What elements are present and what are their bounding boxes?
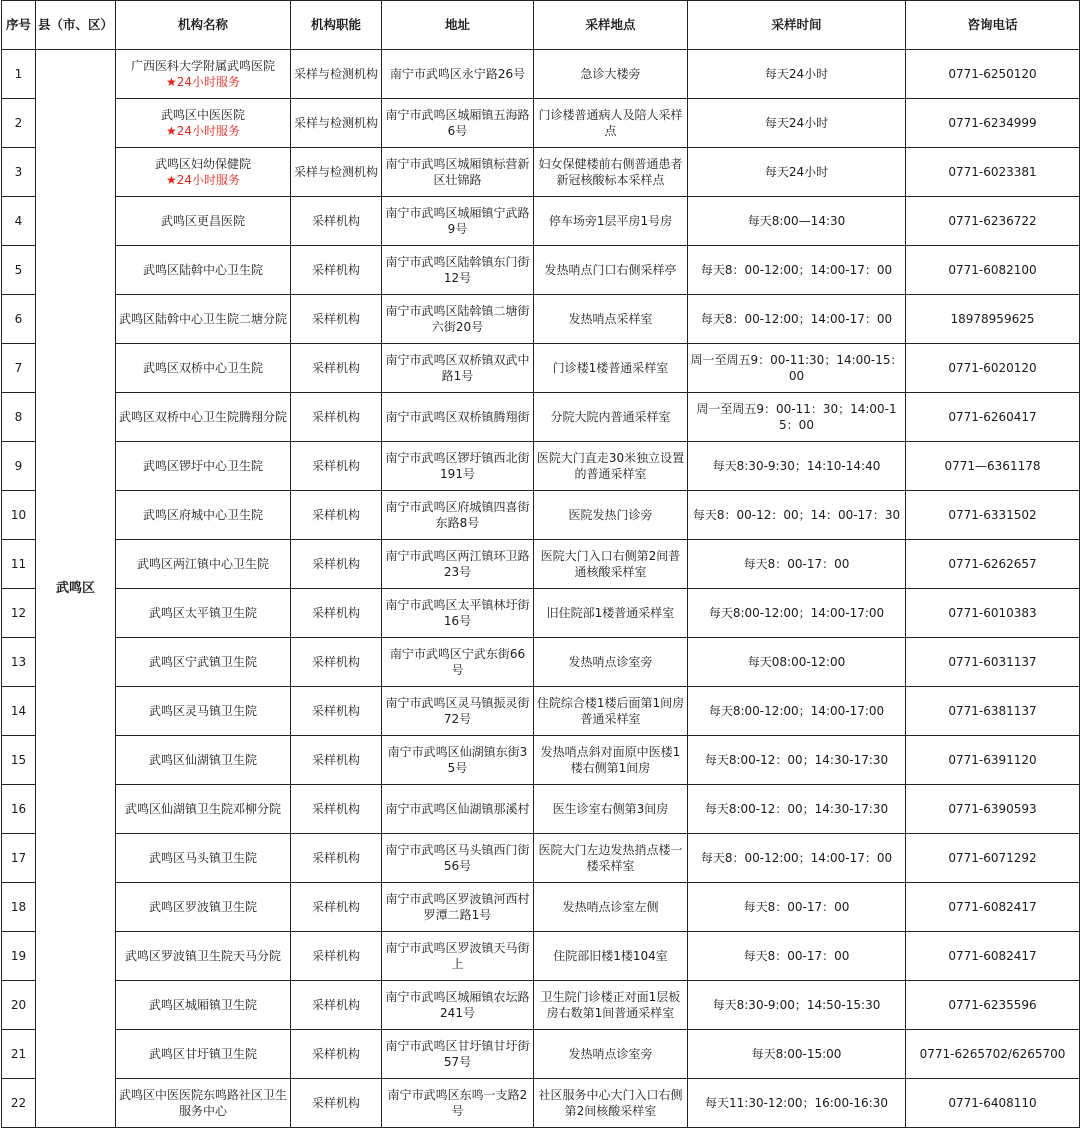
sampling-site: 医院大门入口右侧第2间普通核酸采样室 (534, 540, 688, 589)
phone-number: 0771-6331502 (906, 491, 1080, 540)
sampling-time: 每天8:30-9:00；14:50-15:30 (688, 981, 906, 1030)
sampling-time: 每天8：00-17：00 (688, 883, 906, 932)
address: 南宁市武鸣区仙湖镇那溪村 (382, 785, 534, 834)
institution-role: 采样与检测机构 (291, 99, 382, 148)
sampling-site: 旧住院部1楼普通采样室 (534, 589, 688, 638)
table-row (2, 442, 1080, 491)
sampling-time: 每天8：00-12:00；14:00-17：00 (688, 295, 906, 344)
row-number: 8 (2, 393, 36, 442)
sampling-site: 发热哨点采样室 (534, 295, 688, 344)
table-row (2, 981, 1080, 1030)
institution-name-text: 广西医科大学附属武鸣医院 (130, 59, 275, 73)
row-number: 11 (2, 540, 36, 589)
phone-number: 0771-6082417 (906, 932, 1080, 981)
institution-name-text: 武鸣区仙湖镇卫生院邓柳分院 (124, 802, 281, 816)
sampling-site: 急诊大楼旁 (534, 50, 688, 99)
table-row (2, 932, 1080, 981)
institution-role: 采样机构 (291, 246, 382, 295)
row-number: 6 (2, 295, 36, 344)
row-number: 1 (2, 50, 36, 99)
institution-name-text: 武鸣区更昌医院 (160, 214, 245, 228)
header-address: 地址 (382, 1, 534, 50)
institution-name (116, 295, 291, 344)
address: 南宁市武鸣区仙湖镇东街35号 (382, 736, 534, 785)
institution-name (116, 932, 291, 981)
service-24h-note: ★24小时服务 (165, 124, 241, 138)
sampling-site: 医院大门直走30米独立设置的普通采样室 (534, 442, 688, 491)
institution-name-text: 武鸣区锣圩中心卫生院 (142, 459, 263, 473)
address: 南宁市武鸣区太平镇林圩街16号 (382, 589, 534, 638)
sampling-site: 医院发热门诊旁 (534, 491, 688, 540)
sampling-time: 每天24小时 (688, 148, 906, 197)
institution-role: 采样机构 (291, 883, 382, 932)
institution-name-text: 武鸣区双桥中心卫生院 (142, 361, 263, 375)
institution-name (116, 148, 291, 197)
table-row (2, 50, 1080, 99)
phone-number: 0771—6361178 (906, 442, 1080, 491)
address: 南宁市武鸣区东鸣一支路2号 (382, 1079, 534, 1128)
sampling-time: 每天24小时 (688, 99, 906, 148)
header-county: 县（市、区） (36, 1, 116, 50)
header-row (2, 1, 1080, 50)
institution-role: 采样机构 (291, 834, 382, 883)
table-row (2, 638, 1080, 687)
institution-role: 采样机构 (291, 736, 382, 785)
address: 南宁市武鸣区陆斡镇东门街12号 (382, 246, 534, 295)
institution-role: 采样机构 (291, 393, 382, 442)
phone-number: 0771-6390593 (906, 785, 1080, 834)
address: 南宁市武鸣区陆斡镇二塘街六街20号 (382, 295, 534, 344)
phone-number: 0771-6023381 (906, 148, 1080, 197)
address: 南宁市武鸣区马头镇西门街56号 (382, 834, 534, 883)
table-row (2, 246, 1080, 295)
institution-name-text: 武鸣区仙湖镇卫生院 (148, 753, 257, 767)
row-number: 22 (2, 1079, 36, 1128)
sampling-site: 妇女保健楼前右侧普通患者新冠核酸标本采样点 (534, 148, 688, 197)
sampling-site: 停车场旁1层平房1号房 (534, 197, 688, 246)
institution-name-text: 武鸣区双桥中心卫生院腾翔分院 (118, 410, 287, 424)
institution-role: 采样机构 (291, 638, 382, 687)
county-cell: 武鸣区 (36, 50, 116, 1128)
institution-name (116, 246, 291, 295)
address: 南宁市武鸣区双桥镇腾翔街 (382, 393, 534, 442)
phone-number: 0771-6234999 (906, 99, 1080, 148)
institution-name (116, 687, 291, 736)
institution-role: 采样机构 (291, 1079, 382, 1128)
row-number: 21 (2, 1030, 36, 1079)
address: 南宁市武鸣区罗波镇天马街上 (382, 932, 534, 981)
phone-number: 0771-6020120 (906, 344, 1080, 393)
address: 南宁市武鸣区城厢镇农坛路241号 (382, 981, 534, 1030)
address: 南宁市武鸣区府城镇四喜街东路8号 (382, 491, 534, 540)
table-row (2, 687, 1080, 736)
row-number: 17 (2, 834, 36, 883)
institution-role: 采样机构 (291, 344, 382, 393)
address: 南宁市武鸣区城厢镇宁武路9号 (382, 197, 534, 246)
address: 南宁市武鸣区城厢镇五海路6号 (382, 99, 534, 148)
institution-name (116, 1079, 291, 1128)
institution-role: 采样机构 (291, 442, 382, 491)
sampling-site: 分院大院内普通采样室 (534, 393, 688, 442)
phone-number: 0771-6381137 (906, 687, 1080, 736)
phone-number: 0771-6031137 (906, 638, 1080, 687)
sampling-time: 每天8:30-9:30；14:10-14:40 (688, 442, 906, 491)
table-row (2, 736, 1080, 785)
institution-role: 采样与检测机构 (291, 148, 382, 197)
institution-role: 采样机构 (291, 932, 382, 981)
institution-name (116, 393, 291, 442)
address: 南宁市武鸣区灵马镇振灵街72号 (382, 687, 534, 736)
row-number: 18 (2, 883, 36, 932)
address: 南宁市武鸣区双桥镇双武中路1号 (382, 344, 534, 393)
table-row (2, 834, 1080, 883)
sampling-sites-table (1, 0, 1080, 1128)
table-row (2, 785, 1080, 834)
table-row (2, 1079, 1080, 1128)
institution-name-text: 武鸣区陆斡中心卫生院二塘分院 (118, 312, 287, 326)
row-number: 7 (2, 344, 36, 393)
institution-role: 采样机构 (291, 1030, 382, 1079)
phone-number: 0771-6235596 (906, 981, 1080, 1030)
institution-name-text: 武鸣区中医医院 (160, 108, 245, 122)
phone-number: 0771-6071292 (906, 834, 1080, 883)
sampling-site: 医生诊室右侧第3间房 (534, 785, 688, 834)
table-row (2, 883, 1080, 932)
address: 南宁市武鸣区城厢镇标营新区壮锦路 (382, 148, 534, 197)
institution-name-text: 武鸣区中医医院东鸣路社区卫生服务中心 (118, 1088, 287, 1118)
address: 南宁市武鸣区两江镇环卫路23号 (382, 540, 534, 589)
service-24h-note: ★24小时服务 (165, 173, 241, 187)
header-no: 序号 (2, 1, 36, 50)
phone-number: 0771-6250120 (906, 50, 1080, 99)
sampling-site: 发热哨点诊室旁 (534, 1030, 688, 1079)
sampling-time: 每天8:00-12:00；14:00-17:00 (688, 687, 906, 736)
institution-name (116, 99, 291, 148)
institution-role: 采样机构 (291, 197, 382, 246)
phone-number: 0771-6265702/6265700 (906, 1030, 1080, 1079)
sampling-time: 每天8:00-15:00 (688, 1030, 906, 1079)
institution-name (116, 589, 291, 638)
table-row (2, 344, 1080, 393)
institution-name (116, 442, 291, 491)
row-number: 2 (2, 99, 36, 148)
sampling-time: 每天8:00-12：00；14:30-17:30 (688, 785, 906, 834)
address: 南宁市武鸣区锣圩镇西北街191号 (382, 442, 534, 491)
row-number: 12 (2, 589, 36, 638)
sampling-time: 每天08:00-12:00 (688, 638, 906, 687)
header-time: 采样时间 (688, 1, 906, 50)
institution-name-text: 武鸣区宁武镇卫生院 (148, 655, 257, 669)
address: 南宁市武鸣区永宁路26号 (382, 50, 534, 99)
row-number: 4 (2, 197, 36, 246)
address: 南宁市武鸣区罗波镇河西村罗潭二路1号 (382, 883, 534, 932)
table-body (2, 50, 1080, 1128)
institution-name (116, 736, 291, 785)
sampling-time: 每天8：00-12:00；14:00-17：00 (688, 246, 906, 295)
institution-name-text: 武鸣区马头镇卫生院 (148, 851, 257, 865)
row-number: 16 (2, 785, 36, 834)
table-row (2, 295, 1080, 344)
table-row (2, 589, 1080, 638)
row-number: 20 (2, 981, 36, 1030)
phone-number: 0771-6262657 (906, 540, 1080, 589)
service-24h-note: ★24小时服务 (165, 75, 241, 89)
sampling-site: 发热哨点门口右侧采样亭 (534, 246, 688, 295)
institution-name (116, 785, 291, 834)
institution-role: 采样机构 (291, 785, 382, 834)
address: 南宁市武鸣区宁武东街66号 (382, 638, 534, 687)
institution-name (116, 491, 291, 540)
row-number: 5 (2, 246, 36, 295)
sampling-site: 门诊楼普通病人及陪人采样点 (534, 99, 688, 148)
row-number: 19 (2, 932, 36, 981)
institution-name (116, 1030, 291, 1079)
institution-name-text: 武鸣区灵马镇卫生院 (148, 704, 257, 718)
sampling-time: 周一至周五9：00-11:30；14:00-15：00 (688, 344, 906, 393)
sampling-time: 每天8：00-17：00 (688, 932, 906, 981)
table-row (2, 197, 1080, 246)
address: 南宁市武鸣区甘圩镇甘圩街57号 (382, 1030, 534, 1079)
institution-name-text: 武鸣区两江镇中心卫生院 (136, 557, 269, 571)
institution-role: 采样机构 (291, 589, 382, 638)
table-row (2, 99, 1080, 148)
phone-number: 0771-6391120 (906, 736, 1080, 785)
row-number: 3 (2, 148, 36, 197)
institution-name-text: 武鸣区罗波镇卫生院 (148, 900, 257, 914)
institution-name (116, 197, 291, 246)
header-site: 采样地点 (534, 1, 688, 50)
row-number: 13 (2, 638, 36, 687)
sampling-site: 发热哨点诊室旁 (534, 638, 688, 687)
row-number: 9 (2, 442, 36, 491)
sampling-site: 发热哨点诊室左侧 (534, 883, 688, 932)
sampling-time: 每天8：00-12:00；14:00-17：00 (688, 834, 906, 883)
table-row (2, 491, 1080, 540)
institution-role: 采样机构 (291, 295, 382, 344)
sampling-time: 每天8:00—14:30 (688, 197, 906, 246)
institution-role: 采样机构 (291, 491, 382, 540)
table-row (2, 1030, 1080, 1079)
phone-number: 0771-6010383 (906, 589, 1080, 638)
phone-number: 0771-6408110 (906, 1079, 1080, 1128)
institution-name (116, 883, 291, 932)
sampling-time: 每天11:30-12:00；16:00-16:30 (688, 1079, 906, 1128)
sampling-time: 每天8：00-12：00；14：00-17：30 (688, 491, 906, 540)
institution-name (116, 638, 291, 687)
sampling-time: 每天8:00-12:00；14:00-17:00 (688, 589, 906, 638)
phone-number: 18978959625 (906, 295, 1080, 344)
row-number: 14 (2, 687, 36, 736)
institution-role: 采样与检测机构 (291, 50, 382, 99)
institution-role: 采样机构 (291, 687, 382, 736)
sampling-time: 每天8：00-17：00 (688, 540, 906, 589)
header-phone: 咨询电话 (906, 1, 1080, 50)
phone-number: 0771-6082417 (906, 883, 1080, 932)
sampling-time: 每天8:00-12：00；14:30-17:30 (688, 736, 906, 785)
institution-name-text: 武鸣区太平镇卫生院 (148, 606, 257, 620)
institution-name-text: 武鸣区罗波镇卫生院天马分院 (124, 949, 281, 963)
institution-name (116, 540, 291, 589)
institution-role: 采样机构 (291, 981, 382, 1030)
sampling-time: 每天24小时 (688, 50, 906, 99)
table-row (2, 148, 1080, 197)
table-row (2, 393, 1080, 442)
institution-name-text: 武鸣区妇幼保健院 (154, 157, 251, 171)
institution-role: 采样机构 (291, 540, 382, 589)
row-number: 10 (2, 491, 36, 540)
institution-name-text: 武鸣区城厢镇卫生院 (148, 998, 257, 1012)
sampling-site: 医院大门左边发热捎点楼一楼采样室 (534, 834, 688, 883)
sampling-site: 住院综合楼1楼后面第1间房普通采样室 (534, 687, 688, 736)
institution-name (116, 834, 291, 883)
table-row (2, 540, 1080, 589)
institution-name-text: 武鸣区陆斡中心卫生院 (142, 263, 263, 277)
sampling-site: 发热哨点斜对面原中医楼1楼右侧第1间房 (534, 736, 688, 785)
header-role: 机构职能 (291, 1, 382, 50)
sampling-site: 住院部旧楼1楼104室 (534, 932, 688, 981)
header-name: 机构名称 (116, 1, 291, 50)
sampling-site: 社区服务中心大门入口右侧第2间核酸采样室 (534, 1079, 688, 1128)
sampling-site: 卫生院门诊楼正对面1层板房右数第1间普通采样室 (534, 981, 688, 1030)
phone-number: 0771-6236722 (906, 197, 1080, 246)
institution-name-text: 武鸣区府城中心卫生院 (142, 508, 263, 522)
row-number: 15 (2, 736, 36, 785)
institution-name (116, 50, 291, 99)
institution-name (116, 344, 291, 393)
institution-name-text: 武鸣区甘圩镇卫生院 (148, 1047, 257, 1061)
sampling-time: 周一至周五9：00-11：30；14:00-15：00 (688, 393, 906, 442)
phone-number: 0771-6260417 (906, 393, 1080, 442)
phone-number: 0771-6082100 (906, 246, 1080, 295)
institution-name (116, 981, 291, 1030)
sampling-site: 门诊楼1楼普通采样室 (534, 344, 688, 393)
